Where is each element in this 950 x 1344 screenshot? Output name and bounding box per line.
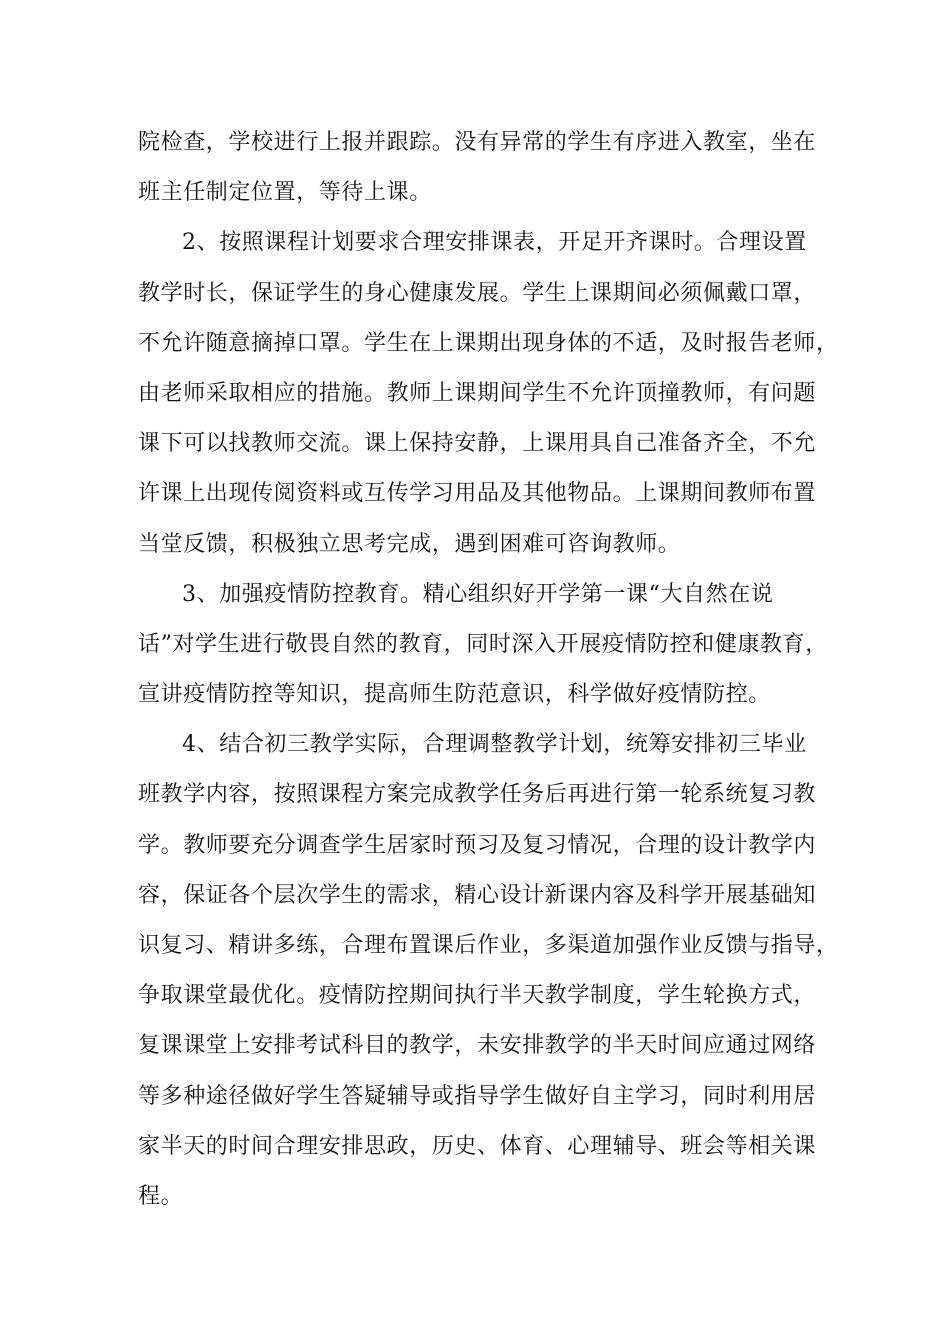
text-line: 班教学内容，按照课程方案完成教学任务后再进行第一轮系统复习教 [138,782,817,808]
text-line: 院检查，学校进行上报并跟踪。没有异常的学生有序进入教室，坐在 [138,130,817,155]
paragraph [138,118,828,218]
text-line: 3、加强疫情防控教育。精心组织好开学第一课“大自然在说 [182,581,774,607]
text-line: 家半天的时间合理安排思政，历史、体育、心理辅导、班会等相关课 [138,1133,817,1159]
text-line: 话”对学生进行敬畏自然的教育，同时深入开展疫情防控和健康教育， [138,631,828,657]
text-line: 复课课堂上安排考试科目的教学，未安排教学的半天时间应通过网络 [138,1033,817,1059]
text-line: 容，保证各个层次学生的需求，精心设计新课内容及科学开展基础知 [138,882,817,908]
paragraph [138,570,828,721]
document-body [138,118,839,1222]
paragraph [138,720,839,1222]
text-line: 课下可以找教师交流。课上保持安静，上课用具自己准备齐全，不允 [138,431,817,457]
text-line: 宣讲疫情防控等知识，提高师生防范意识，科学做好疫情防控。 [138,682,771,708]
text-line: 2、按照课程计划要求合理安排课表，开足开齐课时。合理设置 [182,230,807,256]
text-line: 等多种途径做好学生答疑辅导或指导学生做好自主学习，同时利用居 [138,1083,817,1109]
text-line: 争取课堂最优化。疫情防控期间执行半天教学制度，学生轮换方式， [138,983,817,1009]
text-line: 当堂反馈，积极独立思考完成，遇到困难可咨询教师。 [138,531,681,557]
text-line: 识复习、精讲多练，合理布置课后作业，多渠道加强作业反馈与指导， [138,933,839,958]
text-line: 程。 [138,1183,184,1209]
text-line: 由老师采取相应的措施。教师上课期间学生不允许顶撞教师，有问题 [138,380,817,406]
text-line: 教学时长，保证学生的身心健康发展。学生上课期间必须佩戴口罩， [138,280,817,306]
text-line: 许课上出现传阅资料或互传学习用品及其他物品。上课期间教师布置 [138,481,817,507]
text-line: 4、结合初三教学实际，合理调整教学计划，统筹安排初三毕业 [182,732,807,758]
text-line: 班主任制定位置，等待上课。 [138,180,432,206]
text-line: 学。教师要充分调查学生居家时预习及复习情况，合理的设计教学内 [138,832,817,858]
paragraph [138,218,839,569]
text-line: 不允许随意摘掉口罩。学生在上课期出现身体的不适，及时报告老师， [138,330,839,356]
